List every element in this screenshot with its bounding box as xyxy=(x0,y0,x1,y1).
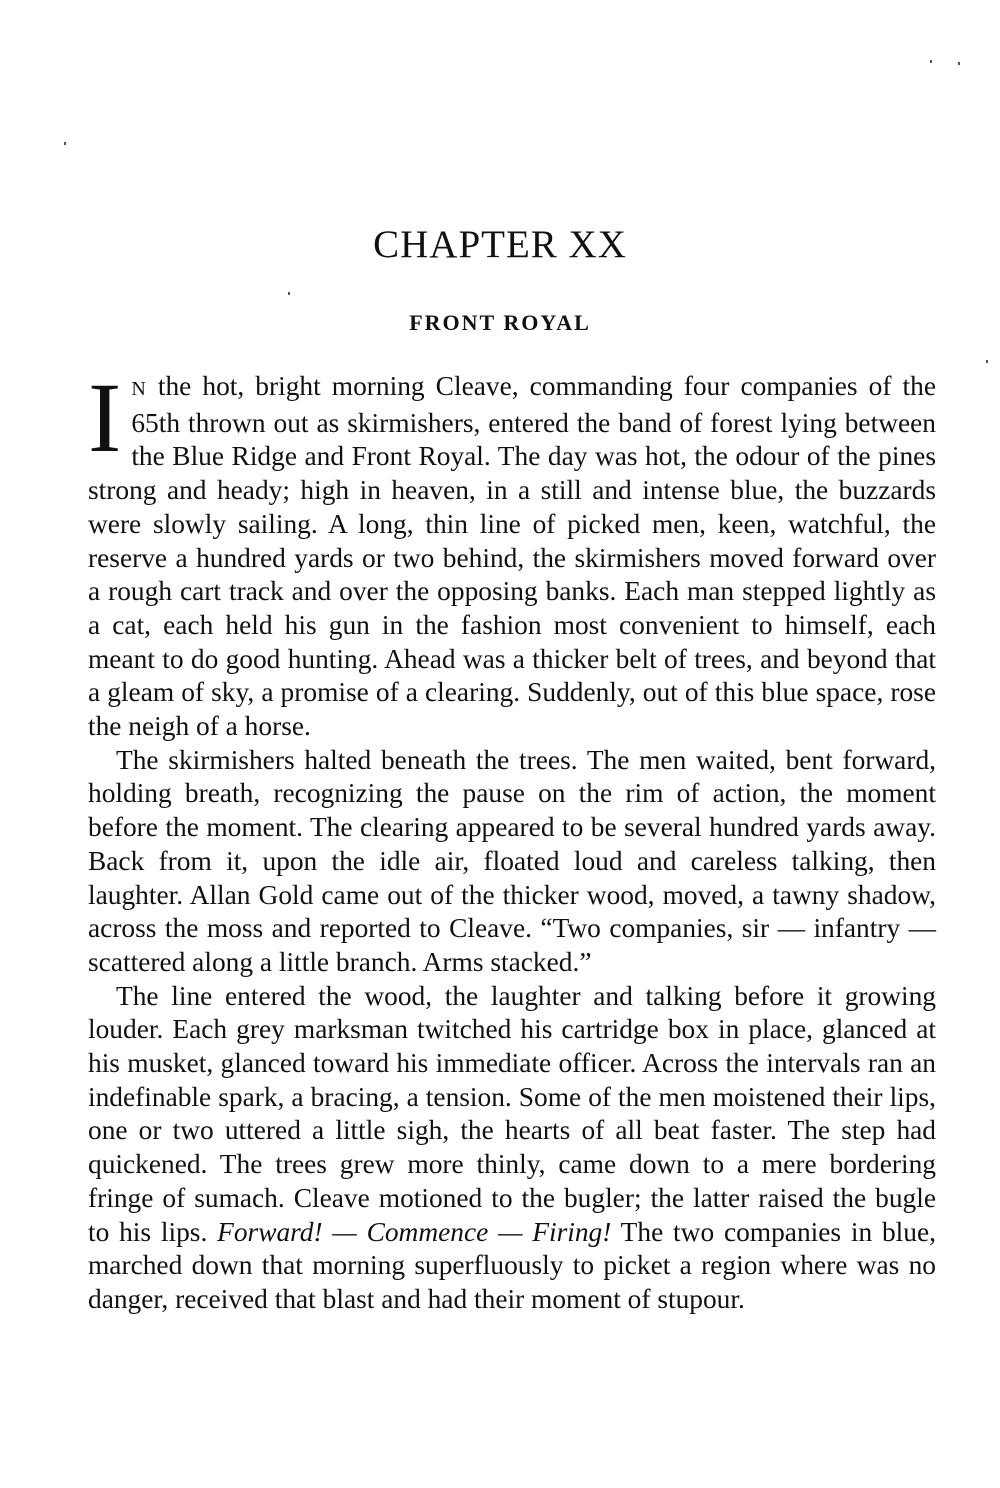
paragraph-3-text-after: The two companies in blue, marched down that morning superfluously to picket a region where was no danger, received that blast and had their moment of stupour. xyxy=(88,1216,936,1314)
paragraph-1-text: the hot, bright morning Cleave, commanding four companies of the 65th thrown out as skirmishers, entered the band of forest lying between the Blue Ridge and Front Royal. The day was hot, the odour of the pines strong and heady; high in heaven, in a still and intense blue, the buzzards were slowly sailing. A long, thin line of picked men, keen, watchful, the reserve a hundred yards or two behind, the skirmishers moved forward over a rough cart track and over the opposing banks. Each man stepped lightly as a cat, each held his gun in the fashion most convenient to himself, each meant to do good hunting. Ahead was a thicker belt of trees, and beyond that a gleam of sky, a promise of a clearing. Suddenly, out of this blue space, rose the neigh of a horse. xyxy=(88,371,936,742)
paragraph-3 xyxy=(88,980,936,1317)
paragraph-1 xyxy=(88,362,936,744)
paragraph-2 xyxy=(88,744,936,980)
scan-speck xyxy=(958,62,960,65)
chapter-body xyxy=(88,362,936,1317)
opening-small-caps: N xyxy=(131,378,147,400)
scan-speck xyxy=(986,360,988,363)
chapter-subtitle: FRONT ROYAL xyxy=(409,310,591,335)
scan-speck xyxy=(288,292,290,295)
bugle-command: Forward! — Commence — Firing! xyxy=(217,1216,612,1247)
scan-speck xyxy=(930,60,932,63)
drop-cap: I xyxy=(88,362,122,473)
paragraph-3-text-before: The line entered the wood, the laughter and talking before it growing louder. Each grey marksman twitched his cartridge box in place, glanced at his musket, glanced toward his immediate officer. Across the intervals ran an indefinable spark, a bracing, a tension. Some of the men moistened their lips, one or two uttered a little sigh, the hearts of all beat faster. The step had quickened. The trees grew more thinly, came down to a mere bordering fringe of sumach. Cleave motioned to the bugler; the latter raised the bugle to his lips. xyxy=(88,980,936,1247)
paragraph-2-text: The skirmishers halted beneath the trees. The men waited, bent forward, holding breath, recognizing the pause on the rim of action, the moment before the moment. The clearing appeared to be several hundred yards away. Back from it, upon the idle air, floated loud and careless talking, then laughter. Allan Gold came out of the thicker wood, moved, a tawny shadow, across the moss and reported to Cleave. “Two companies, sir — infantry — scattered along a little branch. Arms stacked.” xyxy=(88,744,936,977)
chapter-heading: CHAPTER XX xyxy=(373,223,627,266)
scan-speck xyxy=(64,142,66,145)
